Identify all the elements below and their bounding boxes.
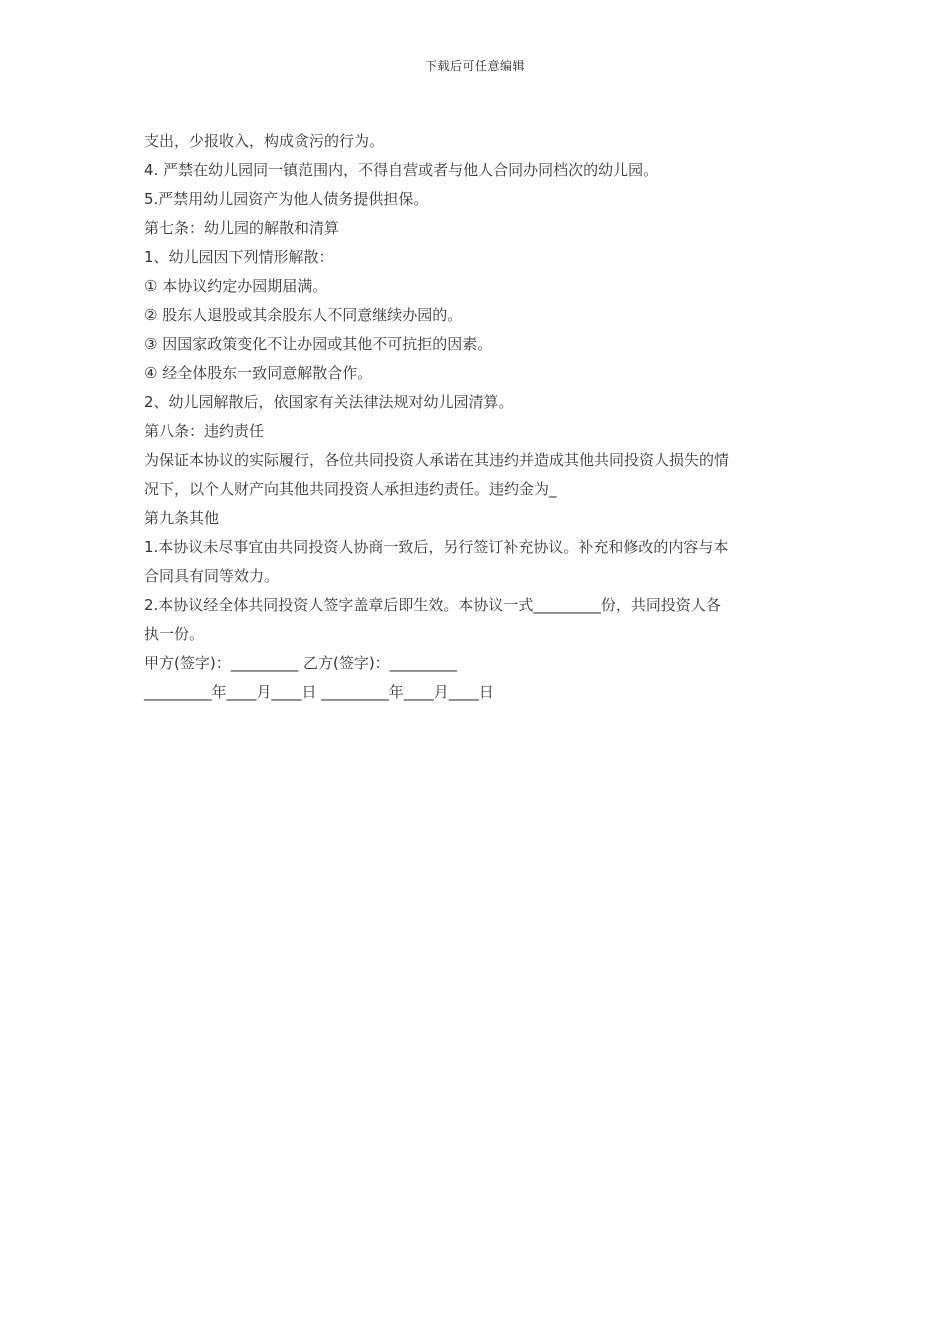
other-clause-2a: 2.本协议经全体共同投资人签字盖章后即生效。本协议一式_________份，共同投资人各 (144, 596, 721, 614)
liability-text-1: 为保证本协议的实际履行，各位共同投资人承诺在其违约并造成其他共同投资人损失的情 (144, 451, 730, 469)
liquidation-clause: 2、幼儿园解散后，依国家有关法律法规对幼儿园清算。 (144, 393, 514, 411)
page-header: 下载后可任意编辑 (424, 59, 525, 73)
dissolution-item-1: ① 本协议约定办园期届满。 (144, 277, 328, 295)
dissolution-item-4: ④ 经全体股东一致同意解散合作。 (144, 364, 373, 382)
dissolution-intro: 1、幼儿园因下列情形解散： (144, 248, 334, 266)
signature-line: 甲方(签字)：_________ 乙方(签字)：_________ (144, 654, 458, 672)
clause-4: 4. 严禁在幼儿园同一镇范围内，不得自营或者与他人合同办同档次的幼儿园。 (144, 161, 659, 179)
clause-5: 5.严禁用幼儿园资产为他人债务提供担保。 (144, 190, 429, 208)
other-clause-1b: 合同具有同等效力。 (144, 567, 280, 585)
dissolution-item-2: ② 股东人退股或其余股东人不同意继续办园的。 (144, 306, 463, 324)
article-8-heading: 第八条：违约责任 (144, 422, 265, 440)
article-9-heading: 第九条其他 (144, 509, 220, 527)
date-line: _________年____月____日 _________年____月____日 (144, 683, 494, 701)
article-7-heading: 第七条：幼儿园的解散和清算 (144, 219, 340, 237)
dissolution-item-3: ③ 因国家政策变化不让办园或其他不可抗拒的因素。 (144, 335, 493, 353)
other-clause-2b: 执一份。 (144, 625, 205, 643)
liability-text-2: 况下，以个人财产向其他共同投资人承担违约责任。违约金为_ (144, 480, 557, 498)
other-clause-1a: 1.本协议未尽事宜由共同投资人协商一致后，另行签订补充协议。补充和修改的内容与本 (144, 538, 729, 556)
document-body (144, 127, 804, 707)
text-line: 支出，少报收入，构成贪污的行为。 (144, 132, 385, 150)
